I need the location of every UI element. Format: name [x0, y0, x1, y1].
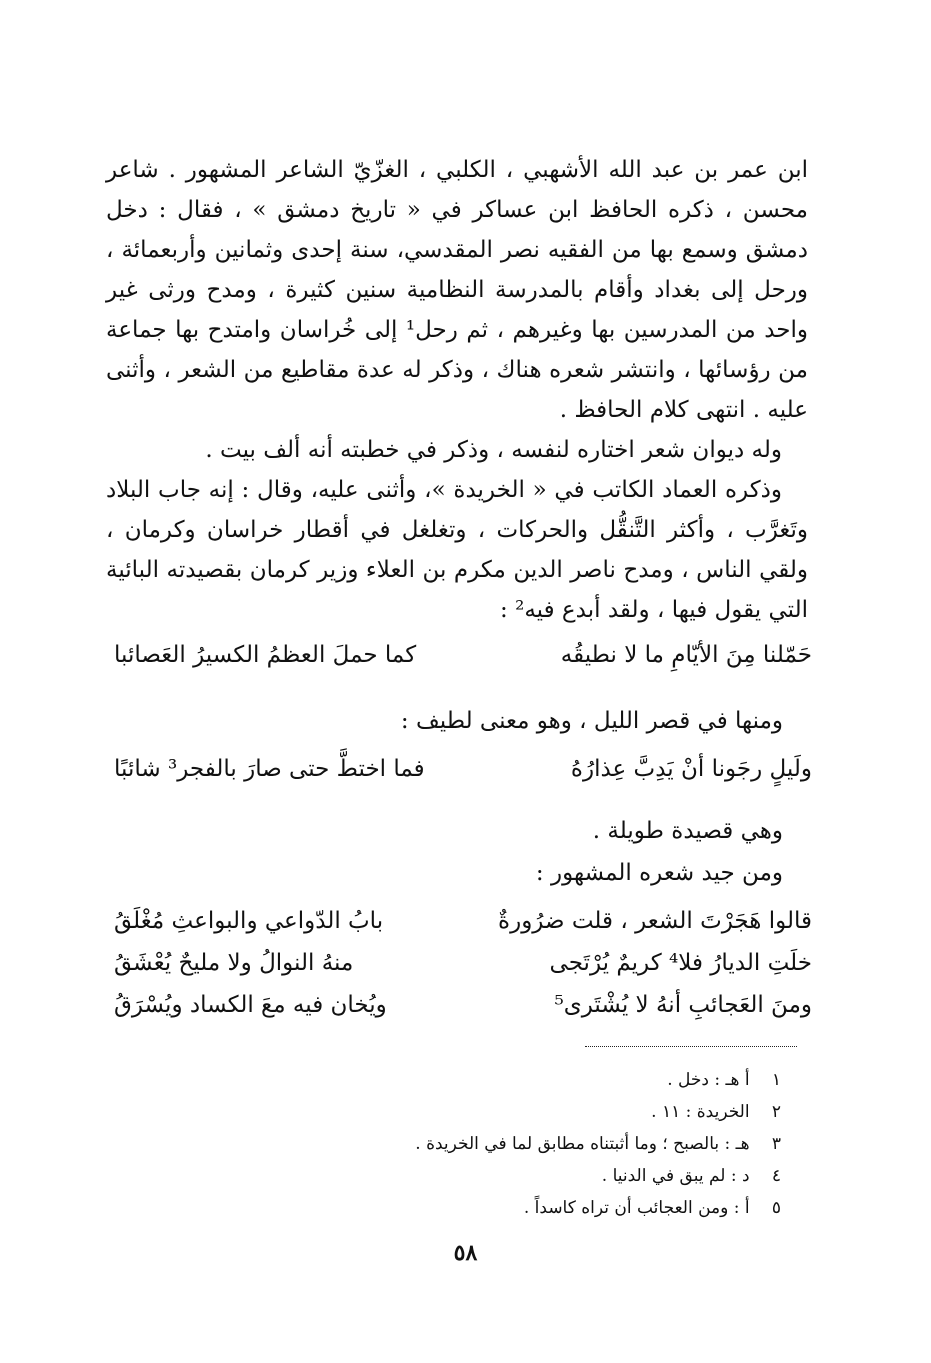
footnote-number: ٢ — [771, 1102, 781, 1122]
page-number: ٥٨ — [453, 1240, 478, 1266]
footnote-number: ٣ — [771, 1134, 781, 1154]
verse-second-hemistich: فما اختطَّ حتى صارَ بالفجر³ شائبًا — [114, 756, 425, 782]
footnote — [415, 1128, 781, 1160]
verse-second-hemistich: منهُ النوالُ ولا مليحٌ يُعْشَقُ — [114, 950, 354, 976]
verse-first-hemistich: ولَيلٍ رجَونا أنْ يَدِبَّ عِذارُهُ — [570, 756, 812, 782]
footnote-number: ٤ — [771, 1166, 781, 1186]
verse-second-hemistich: كما حملَ العظمُ الكسيرُ العَصائبا — [114, 642, 417, 668]
footnote — [415, 1064, 781, 1096]
text-line-famous-poetry: ومن جيد شعره المشهور : — [535, 860, 783, 886]
text-line-short-night: ومنها في قصر الليل ، وهو معنى لطيف : — [400, 708, 783, 734]
poem-line — [114, 950, 812, 990]
poem-line — [114, 908, 812, 948]
footnote-text: أ هـ : دخل . — [667, 1070, 750, 1090]
footnotes — [415, 1064, 781, 1224]
footnote — [415, 1160, 781, 1192]
body-text — [106, 150, 808, 630]
footnote-text: هـ : بالصبح ؛ وما أثبتناه مطابق لما في الخريدة . — [415, 1134, 750, 1154]
verse-first-hemistich: ومنَ العَجائبِ أنهُ لا يُشْتَرى⁵ — [554, 992, 812, 1018]
verse-first-hemistich: خلَتِ الديارُ فلا⁴ كريمٌ يُرْتَجى — [549, 950, 812, 976]
paragraph-diwan: وله ديوان شعر اختاره لنفسه ، وذكر في خطبته أنه ألف بيت . — [205, 437, 782, 463]
paragraph-biography: ابن عمر بن عبد الله الأشهبي ، الكلبي ، الغزّيّ الشاعر المشهور . شاعر محسن ، ذكره الحافظ ابن عساكر في « تاريخ دمشق » ، فقال : دخل دمشق وسمع بها من الفقيه نصر المقدسي، سنة إحدى وثمانين وأربعمائة ، ورحل إلى بغداد وأقام بالمدرسة النظامية سنين كثيرة ، ومدح ورثى غير واحد من المدرسين بها وغيرهم ، ثم رحل¹ إلى خُراسان وامتدح بها جماعة من رؤسائها ، وانتشر شعره هناك ، وذكر له عدة مقاطيع من الشعر ، وأثنى عليه . انتهى كلام الحافظ . — [106, 157, 808, 423]
text-line-long-poem: وهي قصيدة طويلة . — [592, 818, 783, 844]
verse-line-1 — [114, 642, 812, 682]
footnote-number: ٥ — [771, 1198, 781, 1218]
verse-second-hemistich: بابُ الدّواعي والبواعثِ مُغْلَقُ — [114, 908, 384, 934]
footnote-text: د : لم يبق في الدنيا . — [601, 1166, 750, 1186]
poem-line — [114, 992, 812, 1032]
paragraph-imad: وذكره العماد الكاتب في « الخريدة »، وأثنى عليه، وقال : إنه جاب البلاد وتَغرَّب ، وأكثر التَّنقُّل والحركات ، وتغلغل في أقطار خراسان وكرمان ، ولقي الناس ، ومدح ناصر الدين مكرم بن العلاء وزير كرمان بقصيدته البائية التي يقول فيها ، ولقد أبدع فيه² : — [106, 477, 808, 623]
verse-first-hemistich: قالوا هَجَرْتَ الشعر ، قلت ضرُورةٌ — [498, 908, 812, 934]
footnote-text: الخريدة : ١١ . — [651, 1102, 750, 1122]
footnote — [415, 1096, 781, 1128]
footnote-separator — [585, 1046, 797, 1047]
footnote-number: ١ — [771, 1070, 781, 1090]
footnote — [415, 1192, 781, 1224]
verse-second-hemistich: ويُخان فيه معَ الكساد ويُسْرَقُ — [114, 992, 387, 1018]
verse-first-hemistich: حَمّلنا مِنَ الأيّامِ ما لا نطيقُه — [560, 642, 812, 668]
footnote-text: أ : ومن العجائب أن تراه كاسداً . — [523, 1198, 750, 1218]
verse-line-2 — [114, 756, 812, 796]
